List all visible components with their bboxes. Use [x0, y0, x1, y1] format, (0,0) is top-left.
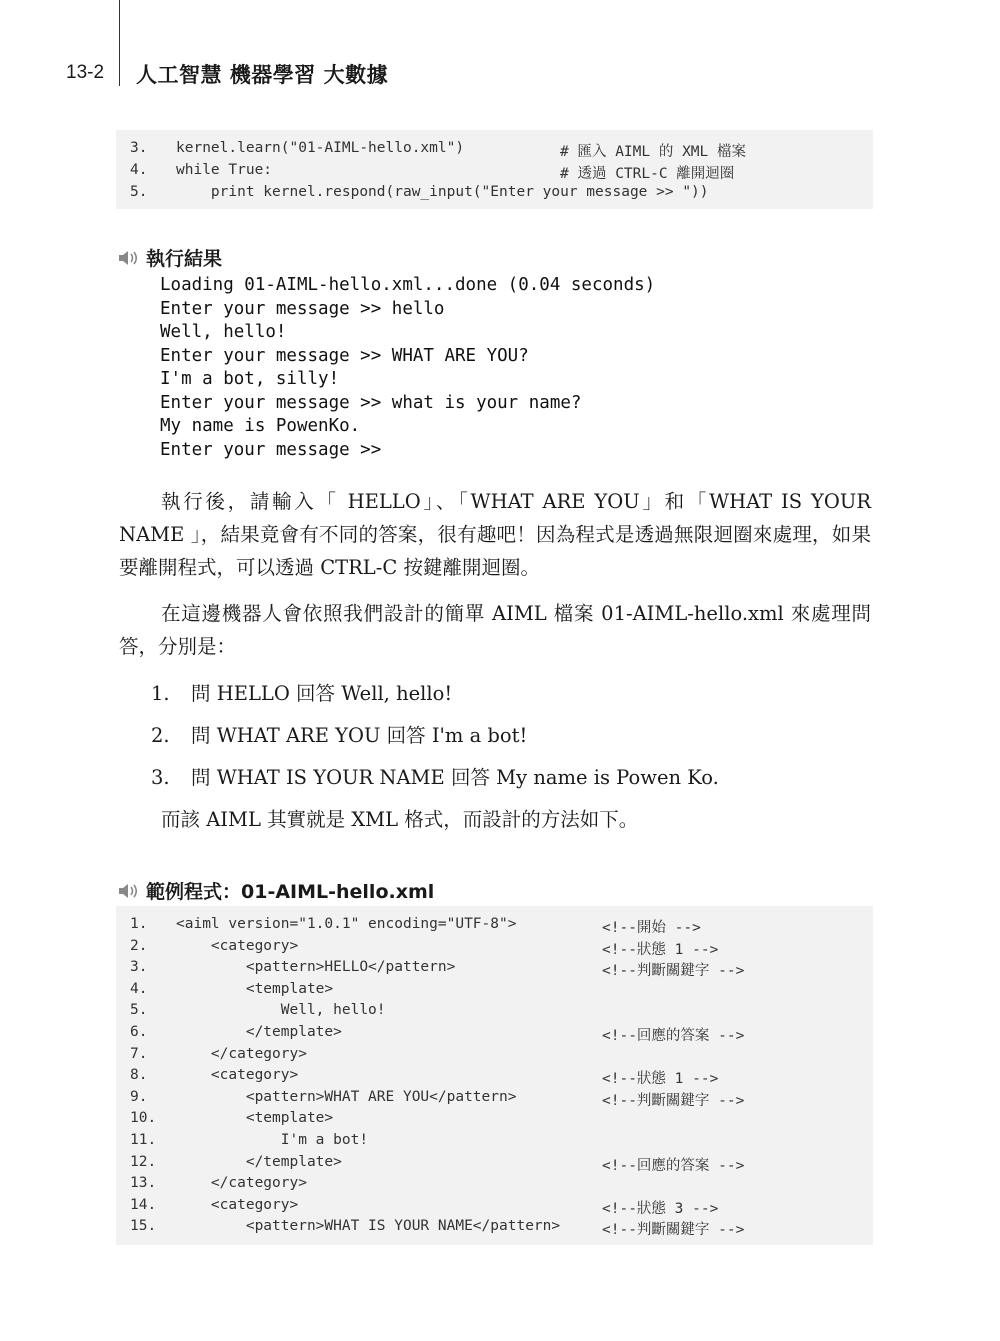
- list-item: [151, 678, 452, 706]
- speaker-icon: [118, 882, 142, 900]
- code-line: [116, 1153, 873, 1175]
- code-line: [116, 1045, 873, 1067]
- example-heading: [118, 877, 434, 904]
- code-comment: <!--回應的答案 -->: [602, 1027, 745, 1044]
- code-text: </category>: [176, 1045, 307, 1062]
- list-item-number: 1.: [151, 682, 170, 705]
- code-line-number: 7.: [130, 1045, 148, 1062]
- code-line-number: 10.: [130, 1110, 157, 1127]
- code-line-number: 3.: [130, 959, 148, 976]
- code-text: <category>: [176, 1067, 299, 1084]
- code-text: <template>: [176, 980, 334, 997]
- code-text: kernel.learn("01-AIML-hello.xml"): [176, 140, 465, 156]
- code-text: I'm a bot!: [176, 1131, 369, 1148]
- code-text: <pattern>WHAT ARE YOU</pattern>: [176, 1088, 517, 1105]
- output-line: Well, hello!: [160, 322, 287, 342]
- code-line-number: 8.: [130, 1067, 148, 1084]
- paragraph-1: 執行後，請輸入「 HELLO」、「WHAT ARE YOU」和「WHAT IS YOUR NAME 」，結果竟會有不同的答案，很有趣吧！因為程式是透過無限迴圈來處理，如果要離開程式，可以透過 CTRL-C 按鍵離開迴圈。: [119, 490, 871, 579]
- output-line: My name is PowenKo.: [160, 416, 361, 436]
- code-text: <pattern>WHAT IS YOUR NAME</pattern>: [176, 1218, 561, 1235]
- output-line: Loading 01-AIML-hello.xml...done (0.04 seconds): [160, 275, 656, 295]
- code-comment: <!--判斷關鍵字 -->: [602, 1222, 745, 1239]
- list-item-number: 2.: [151, 724, 170, 747]
- output-line: Enter your message >> WHAT ARE YOU?: [160, 345, 529, 366]
- code-line: [116, 139, 873, 161]
- program-output: [160, 274, 655, 462]
- code-line: [116, 1131, 873, 1153]
- code-text: <template>: [176, 1110, 334, 1127]
- header-divider: [119, 0, 120, 86]
- code-line: [116, 1066, 873, 1088]
- code-line: [116, 1088, 873, 1110]
- result-heading-text: 執行結果: [146, 248, 223, 270]
- code-line: [116, 1174, 873, 1196]
- code-comment: <!--開始 -->: [602, 920, 701, 936]
- page-number: 13-2: [66, 62, 105, 83]
- list-item-text: 問 WHAT ARE YOU 回答 I'm a bot!: [191, 724, 528, 747]
- code-text: print kernel.respond(raw_input("Enter your message >> ")): [176, 184, 709, 200]
- code-line: [116, 1196, 873, 1218]
- code-text: <category>: [176, 937, 299, 954]
- list-item-text: 問 WHAT IS YOUR NAME 回答 My name is Powen Ko.: [191, 766, 719, 789]
- code-line-number: 5.: [130, 1002, 148, 1019]
- code-text: <aiml version="1.0.1" encoding="UTF-8">: [176, 916, 517, 932]
- code-text: while True:: [176, 162, 273, 178]
- code-line-number: 3.: [130, 140, 148, 156]
- code-comment: <!--判斷關鍵字 -->: [602, 963, 745, 980]
- code-line-number: 5.: [130, 184, 148, 200]
- list-item: [151, 720, 527, 748]
- code-block-2: [116, 906, 873, 1245]
- code-text: Well, hello!: [176, 1002, 386, 1019]
- list-item: [151, 762, 719, 790]
- code-line-number: 12.: [130, 1153, 157, 1170]
- book-title: 人工智慧 機器學習 大數據: [136, 63, 389, 87]
- code-text: </category>: [176, 1175, 307, 1192]
- code-line-number: 11.: [130, 1131, 157, 1148]
- code-comment: # 透過 CTRL-C 離開迴圈: [560, 166, 735, 182]
- code-comment: <!--回應的答案 -->: [602, 1157, 745, 1174]
- code-text: </template>: [176, 1023, 342, 1040]
- code-line-number: 4.: [130, 162, 148, 178]
- example-heading-text: 範例程式：01-AIML-hello.xml: [146, 881, 435, 903]
- code-line-number: 9.: [130, 1088, 148, 1105]
- output-line: Enter your message >> what is your name?: [160, 392, 582, 413]
- code-comment: <!--判斷關鍵字 -->: [602, 1092, 745, 1109]
- code-line-number: 2.: [130, 937, 148, 954]
- code-text: <category>: [176, 1196, 299, 1213]
- list-item-text: 問 HELLO 回答 Well, hello!: [191, 682, 453, 705]
- code-line: [116, 161, 873, 183]
- code-comment: <!--狀態 1 -->: [602, 1071, 719, 1088]
- output-line: Enter your message >> hello: [160, 298, 445, 319]
- code-line: [116, 1001, 873, 1023]
- code-line: [116, 183, 873, 205]
- code-block-1: [116, 130, 873, 209]
- code-line: [116, 1023, 873, 1045]
- code-text: <pattern>HELLO</pattern>: [176, 959, 456, 976]
- code-line-number: 4.: [130, 980, 148, 997]
- code-line-number: 1.: [130, 916, 148, 932]
- code-line-number: 15.: [130, 1218, 157, 1235]
- code-line-number: 13.: [130, 1175, 157, 1192]
- code-comment: <!--狀態 1 -->: [602, 941, 719, 958]
- paragraph-3: 而該 AIML 其實就是 XML 格式，而設計的方法如下。: [161, 808, 639, 831]
- code-line: [116, 958, 873, 980]
- code-comment: # 匯入 AIML 的 XML 檔案: [560, 144, 746, 160]
- output-line: I'm a bot, silly!: [160, 369, 340, 389]
- output-line: Enter your message >>: [160, 439, 382, 460]
- code-line: [116, 980, 873, 1002]
- code-comment: <!--狀態 3 -->: [602, 1200, 719, 1217]
- code-text: </template>: [176, 1153, 342, 1170]
- code-line-number: 14.: [130, 1196, 157, 1213]
- paragraph-2: 在這邊機器人會依照我們設計的簡單 AIML 檔案 01-AIML-hello.xml 來處理問答，分別是：: [119, 602, 871, 658]
- code-line: [116, 915, 873, 937]
- speaker-icon: [118, 249, 142, 267]
- code-line: [116, 1217, 873, 1239]
- list-item-number: 3.: [151, 766, 170, 789]
- code-line-number: 6.: [130, 1023, 148, 1040]
- code-line: [116, 1109, 873, 1131]
- result-heading: [118, 244, 222, 271]
- code-line: [116, 937, 873, 959]
